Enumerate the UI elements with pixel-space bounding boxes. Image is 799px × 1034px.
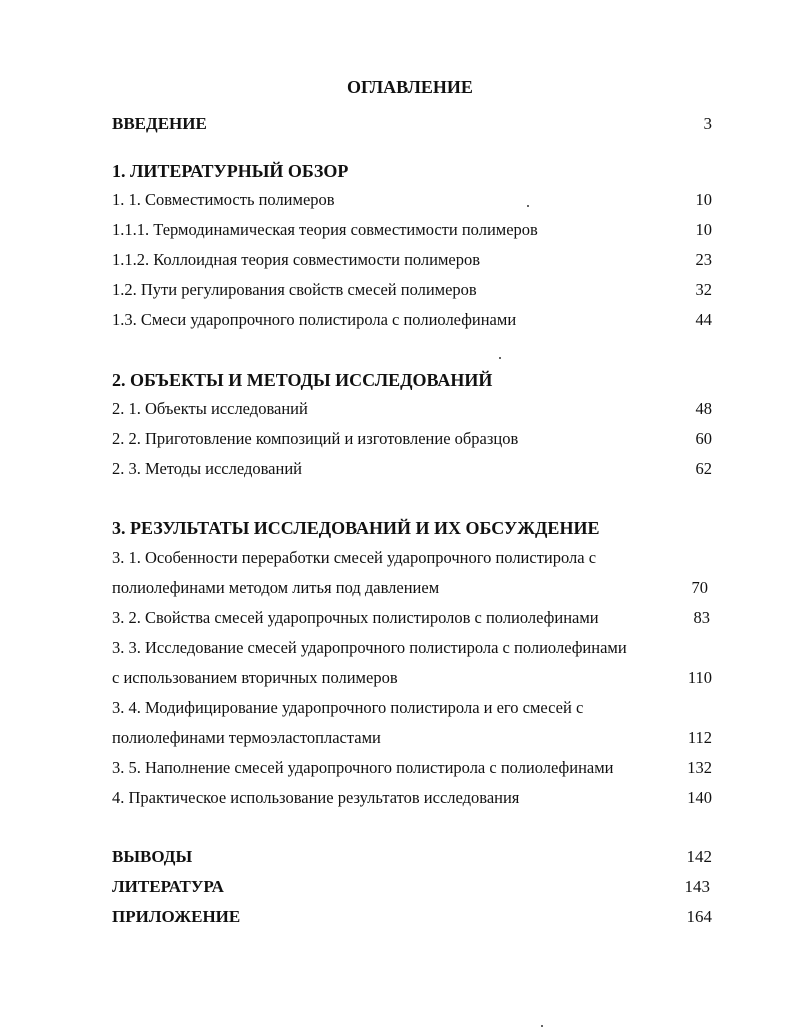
toc-entry: 2. 1. Объекты исследований: [112, 399, 308, 418]
toc-entry: 3. 5. Наполнение смесей ударопрочного полистирола с полиолефинами: [112, 758, 614, 777]
page-title: ОГЛАВЛЕНИЕ: [347, 77, 473, 97]
toc-entry: 3. 3. Исследование смесей ударопрочного полистирола с полиолефинами: [112, 638, 627, 657]
toc-entry: 2. 3. Методы исследований: [112, 459, 302, 478]
toc-entry: 4. Практическое использование результатов исследования: [112, 788, 520, 807]
toc-entry: 3. 4. Модифицирование ударопрочного полистирола и его смесей с: [112, 698, 584, 717]
toc-literature-label: ЛИТЕРАТУРА: [112, 877, 224, 896]
toc-entry-page: 110: [687, 668, 712, 687]
toc-entry-page: 44: [695, 310, 712, 329]
toc-intro-label: ВВЕДЕНИЕ: [112, 114, 207, 133]
toc-entry-continuation: полиолефинами методом литья под давлением: [112, 578, 440, 597]
section-1-title: 1. ЛИТЕРАТУРНЫЙ ОБЗОР: [112, 161, 349, 181]
scan-speck: [541, 1025, 543, 1027]
toc-entry-page: 23: [695, 250, 712, 269]
toc-entry-continuation: с использованием вторичных полимеров: [112, 668, 398, 687]
toc-entry-page: 32: [695, 280, 712, 299]
toc-entry: 1. 1. Совместимость полимеров: [112, 190, 335, 209]
toc-entry-page: 60: [695, 429, 712, 448]
toc-entry: 1.3. Смеси ударопрочного полистирола с полиолефинами: [112, 310, 517, 329]
toc-entry-page: 132: [687, 758, 712, 777]
toc-entry: 1.1.1. Термодинамическая теория совместимости полимеров: [112, 220, 538, 239]
toc-entry-continuation: полиолефинами термоэластопластами: [112, 728, 381, 747]
toc-entry: 3. 2. Свойства смесей ударопрочных полистиролов с полиолефинами: [112, 608, 599, 627]
toc-entry-page: 140: [687, 788, 712, 807]
toc-entry-page: 10: [695, 220, 712, 239]
toc-entry-page: 62: [695, 459, 712, 478]
toc-entry-page: 112: [687, 728, 712, 747]
scan-speck: [527, 205, 529, 207]
section-3-title: 3. РЕЗУЛЬТАТЫ ИССЛЕДОВАНИЙ И ИХ ОБСУЖДЕНИЕ: [112, 518, 600, 538]
toc-entry-page: 48: [695, 399, 712, 418]
scan-speck: [499, 357, 501, 359]
toc-entry: 2. 2. Приготовление композиций и изготовление образцов: [112, 429, 519, 448]
toc-entry: 3. 1. Особенности переработки смесей ударопрочного полистирола с: [112, 548, 597, 567]
toc-entry-page: 83: [693, 608, 710, 627]
toc-entry-page: 10: [695, 190, 712, 209]
toc-entry-page: 70: [691, 578, 708, 597]
toc-intro-page: 3: [703, 114, 712, 133]
section-2-title: 2. ОБЪЕКТЫ И МЕТОДЫ ИССЛЕДОВАНИЙ: [112, 370, 493, 390]
toc-entry: 1.1.2. Коллоидная теория совместимости полимеров: [112, 250, 481, 269]
toc-entry: 1.2. Пути регулирования свойств смесей полимеров: [112, 280, 477, 299]
toc-conclusions-label: ВЫВОДЫ: [112, 847, 193, 866]
toc-literature-page: 143: [684, 877, 710, 896]
toc-appendix-label: ПРИЛОЖЕНИЕ: [112, 907, 241, 926]
toc-appendix-page: 164: [686, 907, 712, 926]
toc-conclusions-page: 142: [686, 847, 712, 866]
